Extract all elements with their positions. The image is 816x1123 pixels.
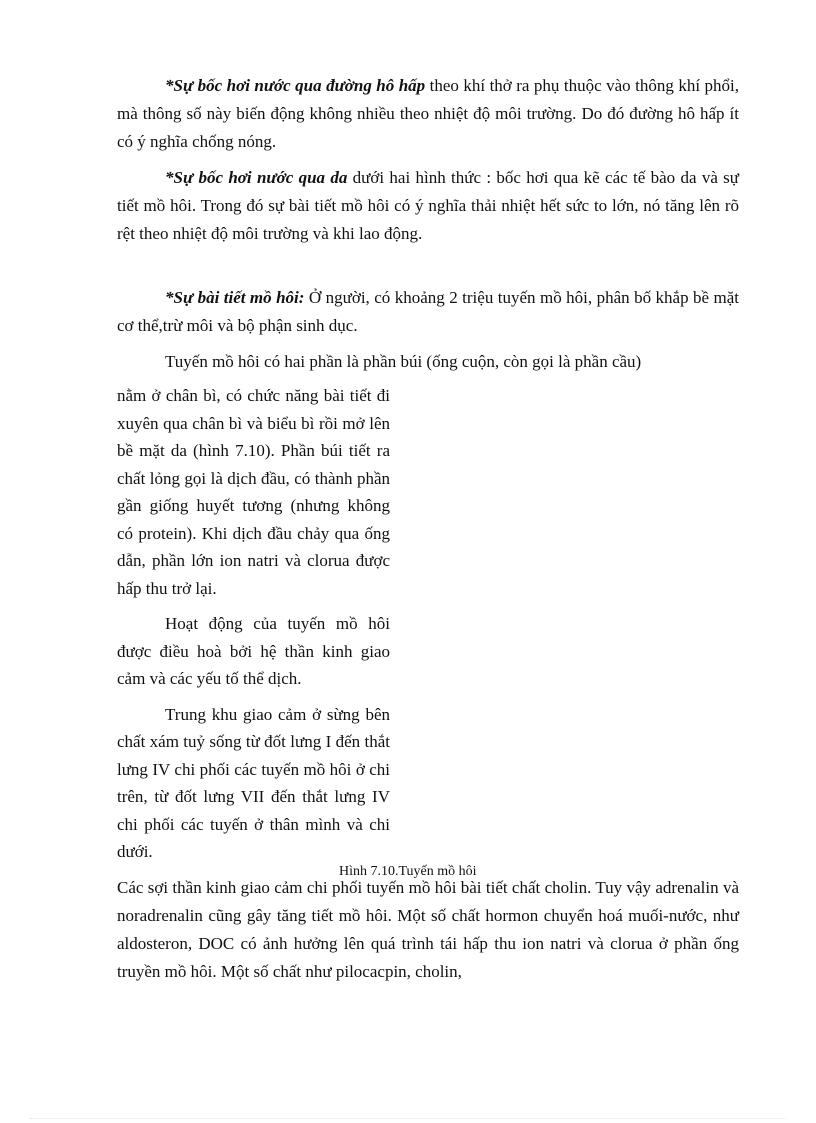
figure-image-placeholder bbox=[410, 382, 739, 866]
paragraph-heading: *Sự bài tiết mồ hôi: bbox=[165, 288, 305, 307]
paragraph-sympathetic-fibers: Các sợi thần kinh giao cảm chi phối tuyến mồ hôi bài tiết chất cholin. Tuy vậy adrenalin và noradrenalin cũng gây tăng tiết mồ hôi. Một số chất hormon chuyển hoá muối-nước, như aldosteron, DOC có ảnh hưởng lên quá trình tái hấp thu ion natri và clorua ở phần ống truyền mồ hôi. Một số chất như pilocacpin, cholin, bbox=[117, 877, 739, 981]
paragraph-text: dưới hai hình thức : bốc hơi qua kẽ các tế bào da và sự tiết mồ hôi. Trong đó sự bài tiết mồ hôi có ý nghĩa thải nhiệt hết sức to lớn, nó tăng lên rõ rệt theo nhiệt độ môi trường và khi lao động. bbox=[117, 168, 740, 243]
document-page bbox=[117, 72, 739, 986]
two-column-section bbox=[117, 382, 739, 866]
page-bottom-divider bbox=[30, 1118, 786, 1119]
paragraph-heading: *Sự bốc hơi nước qua đường hô hấp bbox=[165, 76, 426, 95]
paragraph-sympathetic-center: Trung khu giao cảm ở sừng bên chất xám tuỷ sống từ đốt lưng I đến thắt lưng IV chi phối các tuyến mồ hôi ở chi trên, từ đốt lưng VII đến thắt lưng IV chi phối các tuyến ở thân mình và chi dưới. bbox=[117, 704, 390, 861]
paragraph-sweat-gland-parts: Tuyến mồ hôi có hai phần là phần búi (ống cuộn, còn gọi là phần cầu) bbox=[165, 352, 642, 371]
paragraph-gland-regulation: Hoạt động của tuyến mồ hôi được điều hoà bởi hệ thần kinh giao cảm và các yếu tố thể dịch. bbox=[117, 614, 390, 688]
paragraph-respiratory-evaporation bbox=[117, 72, 739, 156]
figure-area bbox=[390, 382, 739, 866]
paragraph-gland-structure: nằm ở chân bì, có chức năng bài tiết đi xuyên qua chân bì và biểu bì rồi mở lên bề mặt da (hình 7.10). Phần búi tiết ra chất lỏng gọi là dịch đầu, có thành phần gần giống huyết tương (nhưng không có protein). Khi dịch đầu chảy qua ống dẫn, phần lớn ion natri và clorua được hấp thu trở lại. bbox=[117, 386, 390, 598]
paragraph-text: theo khí thở ra phụ thuộc vào thông khí phổi, mà thông số này biến động không nhiều theo nhiệt độ môi trường. Do đó đường hô hấp ít có ý nghĩa chống nóng. bbox=[117, 76, 739, 151]
left-column bbox=[117, 382, 390, 866]
paragraph-heading: *Sự bốc hơi nước qua da bbox=[165, 168, 348, 187]
paragraph-sweat-secretion bbox=[117, 284, 739, 340]
paragraph-text: Ở người, có khoảng 2 triệu tuyến mồ hôi, phân bố khắp bề mặt cơ thể,trừ môi và bộ phận sinh dục. bbox=[117, 288, 739, 335]
paragraph-skin-evaporation bbox=[117, 164, 739, 248]
figure-caption: Hình 7.10.Tuyến mồ hôi bbox=[339, 864, 477, 879]
